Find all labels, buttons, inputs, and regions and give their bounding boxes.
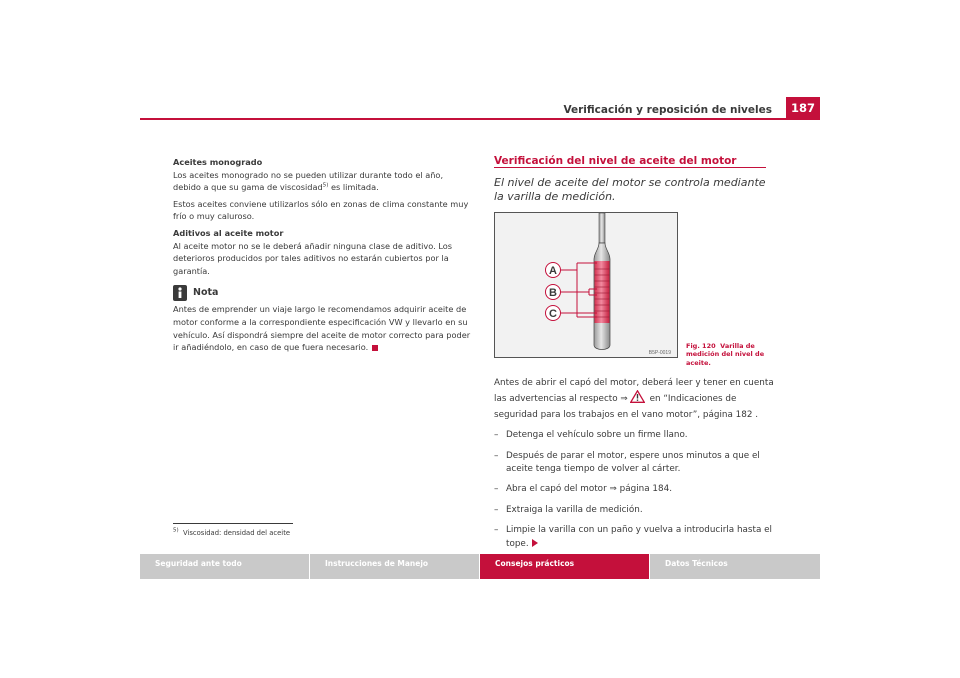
continue-arrow-icon xyxy=(532,539,538,547)
step-text: Detenga el vehículo sobre un firme llano. xyxy=(506,430,688,441)
footnote-ref[interactable]: 5) xyxy=(322,182,329,189)
section-subtitle: El nivel de aceite del motor se controla mediante la varilla de medición. xyxy=(494,176,766,203)
monograde-paragraph xyxy=(173,169,473,194)
left-column xyxy=(173,156,473,358)
figure-code: B5P-0019 xyxy=(648,350,671,356)
monograde-text-a: Los aceites monogrado no se pueden utilizar durante todo el año, debido a que su gama de viscosidad xyxy=(173,169,444,193)
dipstick-figure xyxy=(494,212,678,358)
intro-text-b[interactable]: en “Indicaciones de seguridad para los trabajos en el vano motor”, página 182 . xyxy=(494,394,759,420)
additives-heading: Aditivos al aceite motor xyxy=(173,227,284,238)
step-dash: – xyxy=(494,450,499,461)
figure-label-c: C xyxy=(549,308,557,320)
figure-label-a: A xyxy=(549,265,557,277)
step-item xyxy=(494,483,774,496)
additives-paragraph: Al aceite motor no se le deberá añadir ninguna clase de aditivo. Los deterioros producidos por tales aditivos no estarán cubiertos por la garantía. xyxy=(173,240,453,276)
step-dash: – xyxy=(494,484,499,495)
monograde-text-b: es limitada. xyxy=(328,182,379,193)
footnote-mark: 5) xyxy=(173,527,179,534)
monograde-paragraph-2: Estos aceites conviene utilizarlos sólo en zonas de clima constante muy frío o muy caluroso. xyxy=(173,198,469,222)
warning-triangle-icon[interactable] xyxy=(630,390,645,408)
intro-text-a: Antes de abrir el capó del motor, deberá leer y tener en cuenta las advertencias al respecto ⇒ xyxy=(494,378,774,405)
figure-number: Fig. 120 xyxy=(686,342,716,350)
step-dash: – xyxy=(494,430,499,441)
instructions-body xyxy=(494,377,774,558)
intro-paragraph xyxy=(494,377,774,422)
tab-consejos[interactable]: Consejos prácticos xyxy=(480,554,649,579)
page-number: 187 xyxy=(786,97,820,118)
step-item xyxy=(494,450,774,477)
tab-datos-tecnicos[interactable]: Datos Técnicos xyxy=(650,554,820,579)
step-text[interactable]: Abra el capó del motor ⇒ página 184. xyxy=(506,484,672,495)
note-header xyxy=(173,285,473,301)
dipstick-illustration xyxy=(495,213,677,357)
note-paragraph xyxy=(173,303,473,353)
oil-level-zone xyxy=(595,261,610,323)
section-end-marker xyxy=(372,345,378,351)
section-divider xyxy=(494,167,766,168)
footnote-text: Viscosidad: densidad del aceite xyxy=(182,529,291,537)
step-item xyxy=(494,504,774,517)
chapter-title: Verificación y reposición de niveles xyxy=(563,104,772,116)
header-divider xyxy=(140,118,820,120)
step-text: Extraiga la varilla de medición. xyxy=(506,504,643,515)
figure-label-b: B xyxy=(549,287,557,299)
note-label: Nota xyxy=(193,287,219,299)
step-item xyxy=(494,429,774,442)
section-title: Verificación del nivel de aceite del motor xyxy=(494,155,737,167)
step-text: Limpie la varilla con un paño y vuelva a introducirla hasta el tope. xyxy=(506,525,773,549)
note-text: Antes de emprender un viaje largo le recomendamos adquirir aceite de motor conforme a la correspondiente especificación VW y llevarlo en su vehículo. Así dispondrá siempre del aceite de motor correcto para poder ir añadiéndolo, en caso de que fuera necesario. xyxy=(173,304,471,353)
step-text: Después de parar el motor, espere unos minutos a que el aceite tenga tiempo de volver al cárter. xyxy=(506,450,760,475)
figure-caption-text: Varilla de medición del nivel de aceite. xyxy=(686,342,765,367)
note-info-icon xyxy=(173,285,187,301)
step-dash: – xyxy=(494,525,499,536)
monograde-heading: Aceites monogrado xyxy=(173,157,263,167)
tab-seguridad[interactable]: Seguridad ante todo xyxy=(140,554,309,579)
step-dash: – xyxy=(494,504,499,515)
footnote-divider xyxy=(173,523,293,524)
tab-instrucciones[interactable]: Instrucciones de Manejo xyxy=(310,554,479,579)
step-item xyxy=(494,524,774,551)
footnote xyxy=(173,529,290,537)
figure-caption xyxy=(686,342,776,367)
